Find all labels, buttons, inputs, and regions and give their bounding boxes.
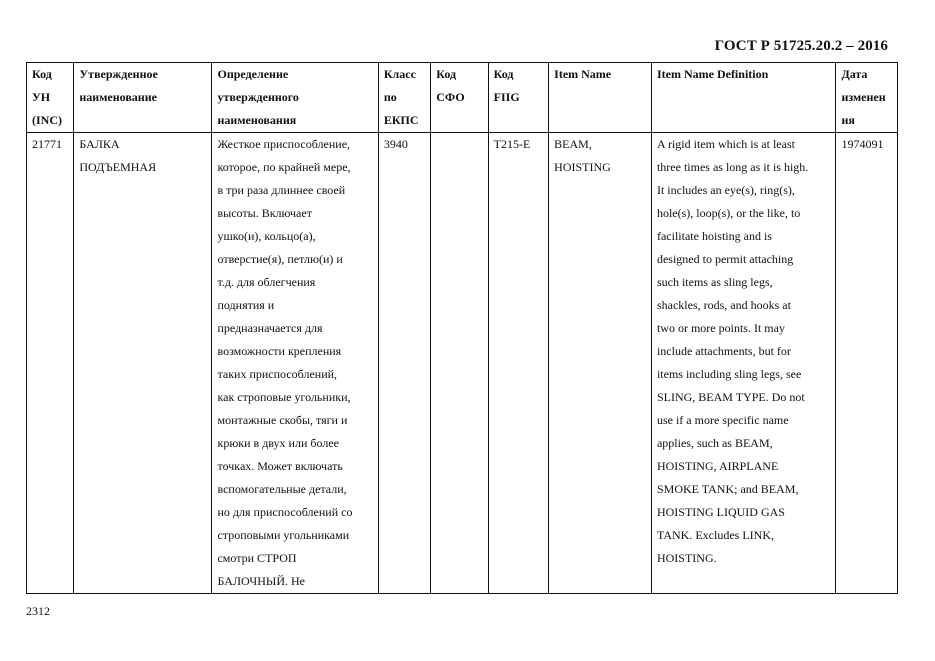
text-line: БАЛКА — [79, 137, 120, 151]
text-line: ПОДЪЕМНАЯ — [79, 160, 157, 174]
text-line: Код — [32, 67, 52, 81]
header-inc-code — [27, 63, 74, 133]
text-line: БАЛОЧНЫЙ. Не — [217, 574, 305, 588]
text-line: т.д. для облегчения — [217, 275, 316, 289]
text-line: SLING, BEAM TYPE. Do not — [656, 390, 805, 404]
cell-fiig-code: T215-E — [488, 133, 548, 594]
text-line: СФО — [436, 90, 465, 104]
text-line: монтажные скобы, тяги и — [217, 413, 348, 427]
text-line: HOISTING, AIRPLANE — [656, 459, 779, 473]
text-line: Код — [493, 67, 514, 81]
text-line: use if a more specific name — [656, 413, 789, 427]
text-line: shackles, rods, and hooks at — [656, 298, 791, 312]
text-line: TANK. Excludes LINK, — [656, 528, 774, 542]
text-line: Жесткое приспособление, — [217, 137, 351, 151]
header-ekps-class — [378, 63, 430, 133]
text-line: include attachments, but for — [656, 344, 791, 358]
header-sfo-code — [431, 63, 488, 133]
text-line: two or more points. It may — [656, 321, 785, 335]
text-line: крюки в двух или более — [217, 436, 339, 450]
text-line: смотри СТРОП — [217, 551, 297, 565]
text-line: точках. Может включать — [217, 459, 343, 473]
cell-inc-code: 21771 — [27, 133, 74, 594]
text-line: HOISTING. — [656, 551, 717, 565]
table-row — [27, 133, 898, 594]
cell-item-name-definition — [651, 133, 835, 594]
text-line: которое, по крайней мере, — [217, 160, 351, 174]
text-line: three times as long as it is high. — [656, 160, 809, 174]
text-line: отверстие(я), петлю(и) и — [217, 252, 343, 266]
text-line: высоты. Включает — [217, 206, 312, 220]
catalog-table — [26, 62, 898, 594]
text-line: Утвержденное — [79, 67, 158, 81]
text-line: по — [383, 90, 397, 104]
document-standard-header: ГОСТ Р 51725.20.2 – 2016 — [714, 38, 888, 54]
text-line: наименования — [217, 113, 297, 127]
header-item-name-definition — [651, 63, 835, 133]
text-line: BEAM, — [554, 137, 592, 151]
cell-name-definition — [212, 133, 378, 594]
text-line: ушко(и), кольцо(а), — [217, 229, 316, 243]
page-number: 2312 — [26, 604, 50, 618]
text-line: HOISTING — [554, 160, 611, 174]
text-line: ия — [841, 113, 855, 127]
text-line: поднятия и — [217, 298, 275, 312]
text-line: such items as sling legs, — [656, 275, 773, 289]
header-change-date — [836, 63, 898, 133]
text-line: но для приспособлений со — [217, 505, 353, 519]
cell-sfo-code — [431, 133, 488, 594]
text-line: Код — [436, 67, 457, 81]
text-line: designed to permit attaching — [656, 252, 794, 266]
text-line: FIIG — [493, 90, 520, 104]
table-header-row — [27, 63, 898, 133]
header-fiig-code — [488, 63, 548, 133]
text-line: возможности крепления — [217, 344, 342, 358]
text-line: наименование — [79, 90, 157, 104]
header-item-name — [549, 63, 652, 133]
header-name-definition — [212, 63, 378, 133]
text-line: строповыми угольниками — [217, 528, 350, 542]
text-line: items including sling legs, see — [656, 367, 802, 381]
text-line: hole(s), loop(s), or the like, to — [656, 206, 801, 220]
header-approved-name — [74, 63, 212, 133]
text-line: вспомогательные детали, — [217, 482, 347, 496]
text-line: как строповые угольники, — [217, 390, 351, 404]
text-line: (INC) — [32, 113, 62, 127]
text-line: facilitate hoisting and is — [656, 229, 772, 243]
text-line: applies, such as BEAM, — [656, 436, 773, 450]
text-line: Item Name Definition — [656, 67, 769, 81]
text-line: It includes an eye(s), ring(s), — [656, 183, 795, 197]
cell-item-name — [549, 133, 652, 594]
text-line: Дата — [841, 67, 868, 81]
text-line: утвержденного — [217, 90, 299, 104]
text-line: A rigid item which is at least — [656, 137, 795, 151]
text-line: в три раза длиннее своей — [217, 183, 346, 197]
cell-ekps-class: 3940 — [378, 133, 430, 594]
text-line: HOISTING LIQUID GAS — [656, 505, 785, 519]
text-line: Класс — [383, 67, 416, 81]
text-line: Item Name — [554, 67, 612, 81]
text-line: таких приспособлений, — [217, 367, 338, 381]
text-line: изменен — [841, 90, 886, 104]
cell-approved-name — [74, 133, 212, 594]
text-line: Определение — [217, 67, 289, 81]
text-line: SMOKE TANK; and BEAM, — [656, 482, 799, 496]
text-line: ЕКПС — [383, 113, 419, 127]
text-line: УН — [32, 90, 51, 104]
cell-change-date: 1974091 — [836, 133, 898, 594]
text-line: предназначается для — [217, 321, 323, 335]
